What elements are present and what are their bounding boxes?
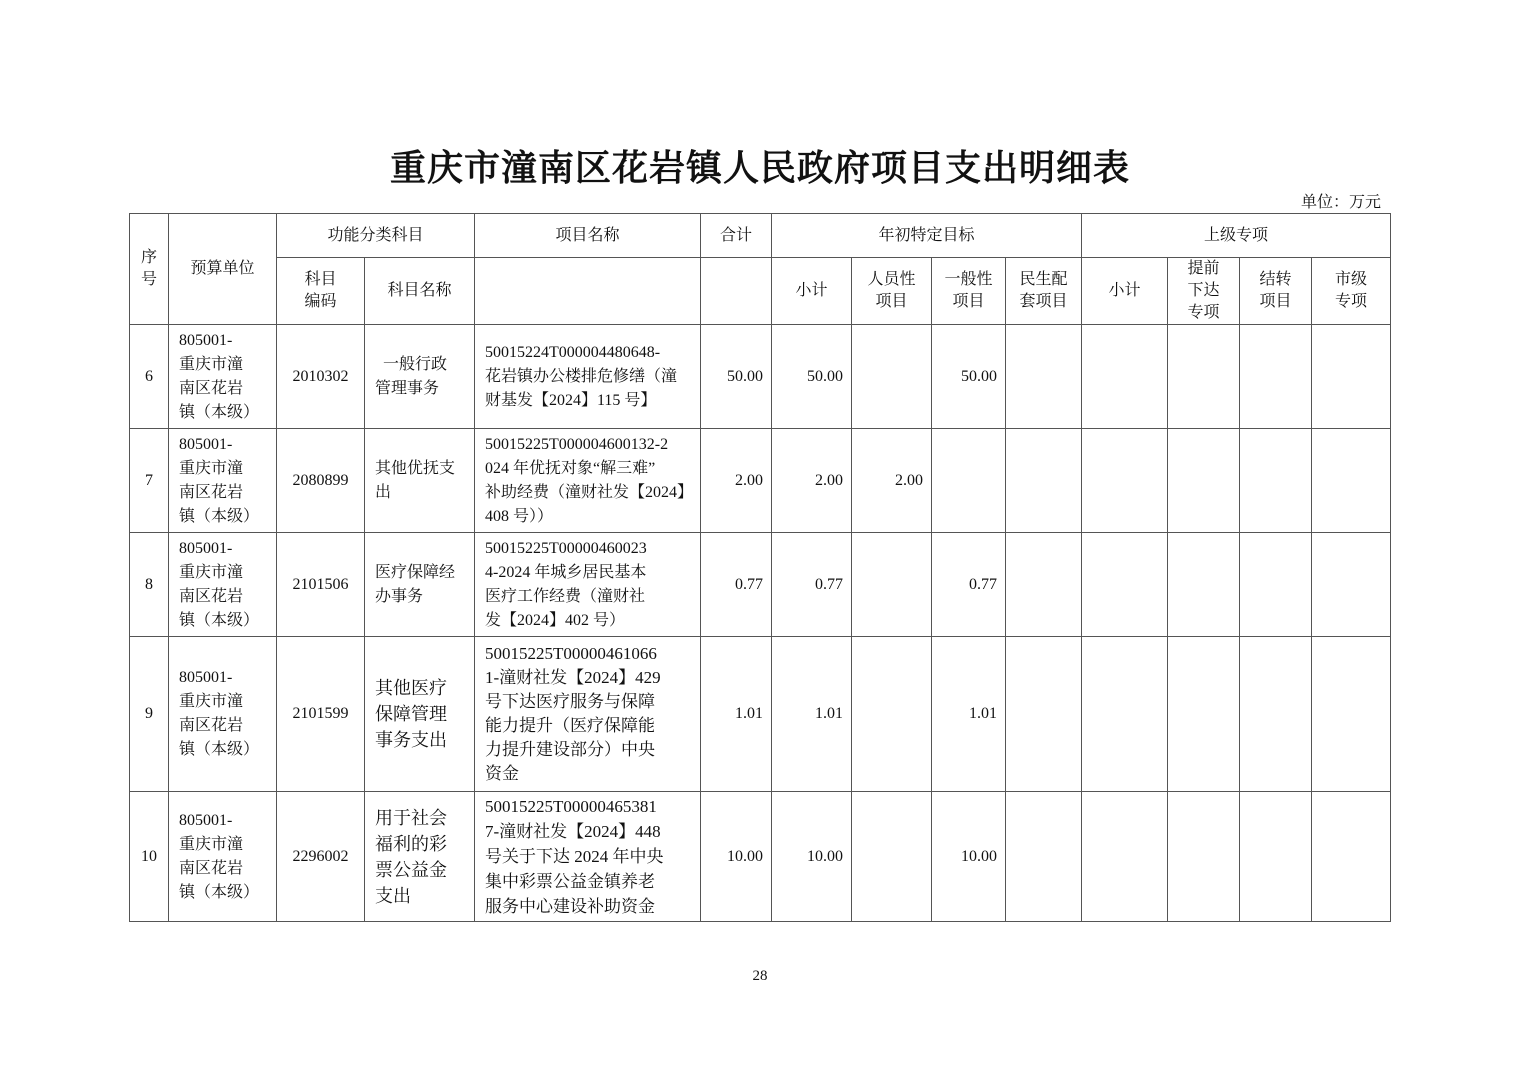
header-unit: 预算单位 — [169, 214, 277, 325]
header-general: 一般性项目 — [932, 258, 1006, 325]
project-line: 力提升建设部分）中央 — [485, 740, 655, 759]
header-seq: 序号 — [130, 214, 169, 325]
cell-subject — [365, 637, 475, 792]
unit-line: 805001- — [179, 539, 233, 557]
cell-project — [475, 792, 701, 922]
subject-line: 福利的彩 — [375, 833, 447, 854]
project-line: 医疗工作经费（潼财社 — [485, 587, 646, 605]
project-line: 4-2024 年城乡居民基本 — [485, 563, 647, 581]
project-line: 资金 — [485, 764, 519, 783]
unit-line: 镇（本级） — [179, 403, 260, 421]
project-line: 花岩镇办公楼排危修缮（潼 — [485, 367, 678, 385]
unit-line: 805001- — [179, 811, 233, 829]
unit-line: 南区花岩 — [179, 859, 244, 877]
cell-livelihood — [1006, 533, 1082, 637]
subject-line: 其他优抚支 — [375, 459, 456, 477]
cell-carryover — [1240, 429, 1312, 533]
unit-line: 重庆市潼 — [179, 459, 244, 477]
subject-line: 一般行政 — [383, 355, 448, 373]
header-advance: 提前下达专项 — [1168, 258, 1240, 325]
cell-project — [475, 429, 701, 533]
cell-municipal — [1312, 533, 1391, 637]
cell-personnel — [852, 637, 932, 792]
cell-municipal — [1312, 792, 1391, 922]
project-line: 发【2024】402 号） — [485, 611, 626, 629]
cell-advance — [1168, 533, 1240, 637]
subject-line: 出 — [375, 483, 392, 501]
unit-line: 重庆市潼 — [179, 835, 244, 853]
cell-seq: 10 — [130, 792, 169, 922]
cell-superior-subtotal — [1082, 637, 1168, 792]
header-personnel: 人员性项目 — [852, 258, 932, 325]
cell-general: 0.77 — [932, 533, 1006, 637]
expenditure-table — [129, 213, 1391, 922]
cell-superior-subtotal — [1082, 325, 1168, 429]
cell-total: 10.00 — [701, 792, 772, 922]
cell-code: 2101506 — [277, 533, 365, 637]
cell-carryover — [1240, 325, 1312, 429]
cell-unit — [169, 533, 277, 637]
cell-superior-subtotal — [1082, 533, 1168, 637]
subject-line: 用于社会 — [375, 807, 447, 828]
subject-line: 医疗保障经 — [375, 563, 456, 581]
header-superior: 上级专项 — [1082, 214, 1391, 258]
cell-seq: 9 — [130, 637, 169, 792]
subject-line: 管理事务 — [375, 379, 440, 397]
cell-livelihood — [1006, 792, 1082, 922]
project-line: 号关于下达 2024 年中央 — [485, 847, 664, 866]
header-empty-total — [701, 258, 772, 325]
unit-line: 805001- — [179, 669, 233, 686]
cell-seq: 8 — [130, 533, 169, 637]
project-line: 1-潼财社发【2024】429 — [485, 668, 661, 687]
project-line: 50015225T00000465381 — [485, 797, 657, 816]
unit-line: 镇（本级） — [179, 611, 260, 629]
page-title: 重庆市潼南区花岩镇人民政府项目支出明细表 — [389, 147, 1130, 189]
cell-code: 2080899 — [277, 429, 365, 533]
cell-annual-subtotal: 2.00 — [772, 429, 852, 533]
cell-total: 2.00 — [701, 429, 772, 533]
cell-advance — [1168, 429, 1240, 533]
header-superior-subtotal: 小计 — [1082, 258, 1168, 325]
cell-carryover — [1240, 637, 1312, 792]
cell-subject — [365, 325, 475, 429]
header-empty-project — [475, 258, 701, 325]
cell-carryover — [1240, 533, 1312, 637]
cell-annual-subtotal: 0.77 — [772, 533, 852, 637]
subject-line: 支出 — [375, 885, 411, 906]
subject-line: 事务支出 — [375, 730, 447, 750]
unit-line: 重庆市潼 — [179, 563, 244, 581]
cell-seq: 6 — [130, 325, 169, 429]
unit-line: 镇（本级） — [179, 883, 260, 901]
table-row — [130, 533, 1391, 637]
header-municipal: 市级专项 — [1312, 258, 1391, 325]
cell-livelihood — [1006, 637, 1082, 792]
cell-unit — [169, 637, 277, 792]
cell-code: 2101599 — [277, 637, 365, 792]
cell-superior-subtotal — [1082, 429, 1168, 533]
cell-general: 50.00 — [932, 325, 1006, 429]
unit-line: 南区花岩 — [179, 717, 244, 734]
project-line: 50015224T000004480648- — [485, 343, 661, 361]
cell-annual-subtotal: 50.00 — [772, 325, 852, 429]
header-row-2 — [130, 258, 1391, 325]
cell-annual-subtotal: 10.00 — [772, 792, 852, 922]
project-line: 50015225T000004600132-2 — [485, 435, 669, 453]
header-subject-name: 科目名称 — [365, 258, 475, 325]
cell-unit — [169, 792, 277, 922]
cell-subject — [365, 429, 475, 533]
cell-code: 2010302 — [277, 325, 365, 429]
header-total: 合计 — [701, 214, 772, 258]
unit-label: 单位：万元 — [1300, 194, 1381, 211]
unit-line: 镇（本级） — [179, 741, 260, 758]
subject-line: 其他医疗 — [375, 678, 447, 698]
cell-subject — [365, 533, 475, 637]
cell-general: 10.00 — [932, 792, 1006, 922]
cell-project — [475, 325, 701, 429]
cell-general — [932, 429, 1006, 533]
header-func-class: 功能分类科目 — [277, 214, 475, 258]
cell-personnel — [852, 533, 932, 637]
unit-line: 805001- — [179, 331, 233, 349]
cell-advance — [1168, 792, 1240, 922]
cell-unit — [169, 429, 277, 533]
cell-superior-subtotal — [1082, 792, 1168, 922]
project-line: 024 年优抚对象“解三难” — [485, 459, 656, 477]
cell-total: 1.01 — [701, 637, 772, 792]
cell-personnel — [852, 792, 932, 922]
cell-municipal — [1312, 325, 1391, 429]
cell-personnel — [852, 325, 932, 429]
unit-line: 镇（本级） — [179, 507, 260, 525]
project-line: 服务中心建设补助资金 — [485, 897, 655, 916]
cell-livelihood — [1006, 429, 1082, 533]
table-row — [130, 637, 1391, 792]
cell-general: 1.01 — [932, 637, 1006, 792]
cell-code: 2296002 — [277, 792, 365, 922]
cell-annual-subtotal: 1.01 — [772, 637, 852, 792]
subject-line: 保障管理 — [375, 704, 447, 724]
header-project-name: 项目名称 — [475, 214, 701, 258]
unit-line: 重庆市潼 — [179, 693, 244, 710]
cell-subject — [365, 792, 475, 922]
header-subject-code: 科目编码 — [277, 258, 365, 325]
cell-carryover — [1240, 792, 1312, 922]
project-line: 号下达医疗服务与保障 — [485, 692, 655, 711]
cell-project — [475, 533, 701, 637]
project-line: 补助经费（潼财社发【2024】 — [485, 483, 694, 501]
cell-seq: 7 — [130, 429, 169, 533]
subject-line: 办事务 — [375, 587, 424, 605]
header-annual-target: 年初特定目标 — [772, 214, 1082, 258]
header-annual-subtotal: 小计 — [772, 258, 852, 325]
project-line: 财基发【2024】115 号】 — [485, 391, 657, 409]
cell-municipal — [1312, 637, 1391, 792]
header-row-1 — [130, 214, 1391, 258]
cell-project — [475, 637, 701, 792]
header-carryover: 结转项目 — [1240, 258, 1312, 325]
table-row — [130, 325, 1391, 429]
project-line: 50015225T00000460023 — [485, 539, 647, 557]
cell-advance — [1168, 637, 1240, 792]
cell-municipal — [1312, 429, 1391, 533]
project-line: 集中彩票公益金镇养老 — [485, 872, 655, 891]
subject-line: 票公益金 — [375, 859, 447, 880]
cell-total: 50.00 — [701, 325, 772, 429]
table-row — [130, 792, 1391, 922]
header-livelihood: 民生配套项目 — [1006, 258, 1082, 325]
unit-line: 南区花岩 — [179, 587, 244, 605]
table-row — [130, 429, 1391, 533]
unit-line: 805001- — [179, 435, 233, 453]
cell-personnel: 2.00 — [852, 429, 932, 533]
cell-total: 0.77 — [701, 533, 772, 637]
project-line: 50015225T00000461066 — [485, 644, 657, 663]
unit-line: 南区花岩 — [179, 379, 244, 397]
unit-line: 重庆市潼 — [179, 355, 244, 373]
project-line: 408 号）） — [485, 507, 554, 525]
cell-advance — [1168, 325, 1240, 429]
project-line: 7-潼财社发【2024】448 — [485, 822, 661, 841]
page-number: 28 — [752, 968, 768, 984]
cell-livelihood — [1006, 325, 1082, 429]
cell-unit — [169, 325, 277, 429]
unit-line: 南区花岩 — [179, 483, 244, 501]
project-line: 能力提升（医疗保障能 — [485, 716, 655, 735]
